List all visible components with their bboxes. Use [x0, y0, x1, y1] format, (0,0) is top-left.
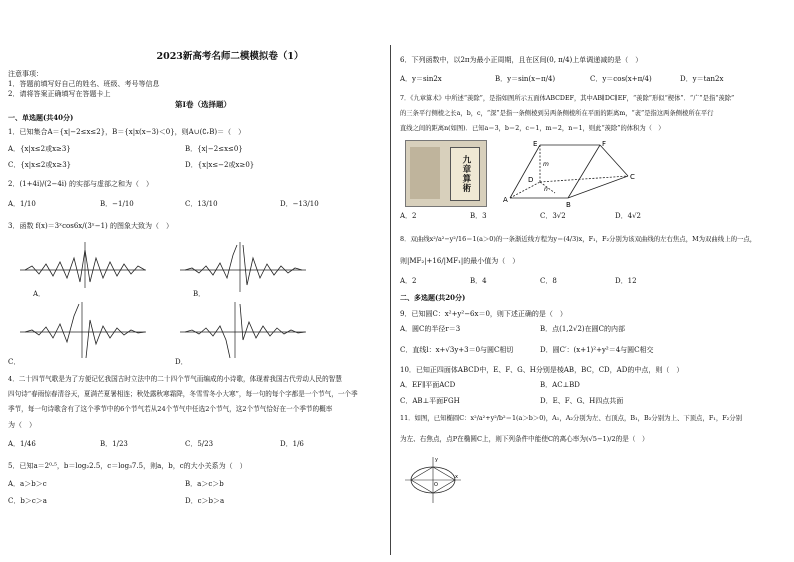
- q3-option-a: A．: [33, 290, 46, 298]
- section-multi-choice: 二、多选题(共20分): [400, 293, 466, 302]
- q3-graph-a: [20, 240, 150, 290]
- notes-heading: 注意事项：: [8, 70, 43, 78]
- q3-option-c: C．: [8, 358, 21, 366]
- q6-option-b: B．y＝sin(x−π/4): [495, 75, 556, 83]
- q4-line-1: 4．二十四节气歌是为了方便记忆我国古时立法中的二十四个节气而编成的小诗歌，体现着我国古代劳动人民的智慧: [8, 375, 342, 383]
- q5-option-b: B．a＞c＞b: [185, 480, 224, 488]
- q7-option-a: A．2: [400, 212, 417, 220]
- q2-stem: 2．(1+4i)/(2−4i) 的实部与虚部之和为（ ）: [8, 180, 153, 188]
- q8-line-1: 8．双曲线x²/a²−y²/16＝1(a＞0)的一条渐近线方程为y＝(4/3)x，F₁，F₂分别为该双曲线的左右焦点，M为双曲线上的一点，: [400, 235, 757, 243]
- q9-option-c: C．直线l：x+√3y+3＝0与圆C相切: [400, 346, 514, 354]
- q5-stem: 5．已知a＝2⁰·⁵，b＝log₂2.5，c＝log₃7.5，则a，b，c的大小关系为（ ）: [8, 462, 247, 470]
- q4-option-d: D．1/6: [280, 440, 304, 448]
- q7-option-c: C．3√2: [540, 212, 566, 220]
- book-image: [405, 140, 487, 207]
- q4-line-2: 四句诗“春雨惊春清谷天，夏满芒夏暑相连；秋处露秋寒霜降，冬雪雪冬小大寒”，每一句的每个字都是一个节气，一个季: [8, 390, 358, 398]
- q1-option-a: A．{x|x≤2或x≥3}: [8, 145, 71, 153]
- label-E: E: [533, 140, 538, 148]
- q4-line-4: 为（ ）: [8, 421, 36, 429]
- q11-line-2: 为左、右焦点，点P在椭圆C上，则下列条件中能使C的离心率为(√5−1)/2的是（ ）: [400, 435, 649, 443]
- q8-option-a: A．2: [400, 277, 417, 285]
- q9-option-d: D．圆C′：(x+1)²+y²＝4与圆C相交: [540, 346, 654, 354]
- q2-option-c: C．13/10: [185, 200, 218, 208]
- q4-option-c: C．5/23: [185, 440, 214, 448]
- q7-line-2: 的三条平行侧棱之长a，b，c，“深”是指一条侧棱到另两条侧棱所在平面的距离m，“袤”是指这两条侧棱所在平行: [400, 110, 714, 117]
- page-title: 2023新高考名师二模模拟卷（1）: [156, 51, 304, 62]
- q7-solid-figure: [500, 138, 650, 208]
- q9-stem: 9．已知圆C：x²+y²−6x＝0，则下述正确的是（ ）: [400, 310, 567, 318]
- q3-graph-b: [180, 240, 310, 295]
- q11-ellipse-figure: [403, 455, 463, 505]
- note-1: 1．答题前填写好自己的姓名、班级、考号等信息: [8, 80, 160, 88]
- label-n: n: [544, 186, 548, 193]
- ellipse-axis-y: y: [435, 457, 438, 463]
- q8-option-d: D．12: [615, 277, 637, 285]
- q3-option-d: D．: [175, 358, 188, 366]
- q3-graph-c: [20, 300, 150, 360]
- q7-option-b: B．3: [470, 212, 487, 220]
- q8-option-b: B．4: [470, 277, 487, 285]
- part-heading: 第Ⅰ卷（选择题）: [175, 100, 232, 109]
- q3-option-b: B．: [193, 290, 206, 298]
- q4-option-a: A．1/46: [8, 440, 36, 448]
- q1-option-b: B．{x|−2≤x≤0}: [185, 145, 243, 153]
- q11-line-1: 11．如图，已知椭圆C：x²/a²+y²/b²＝1(a＞b＞0)，A₁，A₂分别为左、右顶点，B₁，B₂分别为上、下顶点，F₁，F₂分别: [400, 414, 742, 422]
- label-B: B: [566, 201, 571, 208]
- label-F: F: [602, 140, 607, 148]
- q6-option-c: C．y＝cos(x+π/4): [590, 75, 652, 83]
- q1-option-c: C．{x|x≤2或x≥3}: [8, 161, 72, 169]
- q6-option-a: A．y＝sin2x: [400, 75, 442, 83]
- q10-option-c: C．AB⊥平面FGH: [400, 397, 460, 405]
- q7-line-3: 直线之间的距离n(如图)．已知a＝3，b＝2，c＝1，m＝2，n＝1，则此“羡除”的体积为（ ）: [400, 125, 665, 132]
- q7-option-d: D．4√2: [615, 212, 641, 220]
- q8-line-2: 则|MF₂|+16/|MF₁|的最小值为（ ）: [400, 257, 520, 265]
- q1-stem: 1．已知集合A＝{x|−2≤x≤2}，B＝{x|x(x−3)＜0}，则A∪(∁ᵣB)＝（ ）: [8, 128, 246, 136]
- label-C: C: [630, 173, 635, 181]
- q4-line-3: 季节，每一句诗歌含有了这个季节中的6个节气若从24个节气中任选2个节气，这2个节气恰好在一个季节的概率: [8, 405, 333, 413]
- q10-option-a: A．EF∥平面ACD: [400, 381, 456, 389]
- q6-option-d: D．y＝tan2x: [680, 75, 724, 83]
- q3-graph-d: [180, 300, 310, 360]
- q1-option-d: D．{x|x≤−2或x≥0}: [185, 161, 255, 169]
- label-A: A: [503, 196, 508, 204]
- q6-stem: 6．下列函数中，以2π为最小正周期，且在区间(0, π/4)上单调递减的是（ ）: [400, 56, 643, 64]
- q7-line-1: 7．《九章算术》中所述“羡除”，是指如图所示五面体ABCDEF，其中AB∥DC∥EF，“羡除”形似“楔体”．“广”是指“羡除”: [400, 95, 735, 102]
- q10-option-b: B．AC⊥BD: [540, 381, 580, 389]
- label-m: m: [543, 161, 549, 168]
- q2-option-b: B．−1/10: [100, 200, 134, 208]
- q4-option-b: B．1/23: [100, 440, 128, 448]
- q3-stem: 3．函数 f(x)＝3ˣcos6x/(3ˣ−1) 的图象大致为（ ）: [8, 222, 174, 230]
- note-2: 2．请将答案正确填写在答题卡上: [8, 90, 111, 98]
- column-divider: [390, 45, 391, 555]
- q10-option-d: D．E、F、G、H四点共面: [540, 397, 624, 405]
- q8-option-c: C．8: [540, 277, 557, 285]
- q2-option-d: D．−13/10: [280, 200, 319, 208]
- q9-option-b: B．点(1,2√2)在圆C的内部: [540, 325, 626, 333]
- q2-option-a: A．1/10: [8, 200, 36, 208]
- q5-option-d: D．c＞b＞a: [185, 497, 225, 505]
- label-D: D: [528, 176, 534, 184]
- book-title: 九章算術: [460, 155, 471, 193]
- q5-option-c: C．b＞c＞a: [8, 497, 47, 505]
- q10-stem: 10．已知正四面体ABCD中，E、F、G、H分别是棱AB，BC，CD，AD的中点，则（ ）: [400, 366, 684, 374]
- section-single-choice: 一、单选题(共40分): [8, 113, 74, 122]
- ellipse-axis-x: x: [455, 474, 458, 480]
- ellipse-origin: O: [434, 482, 438, 488]
- q5-option-a: A．a＞b＞c: [8, 480, 47, 488]
- q9-option-a: A．圆C的半径r＝3: [400, 325, 461, 333]
